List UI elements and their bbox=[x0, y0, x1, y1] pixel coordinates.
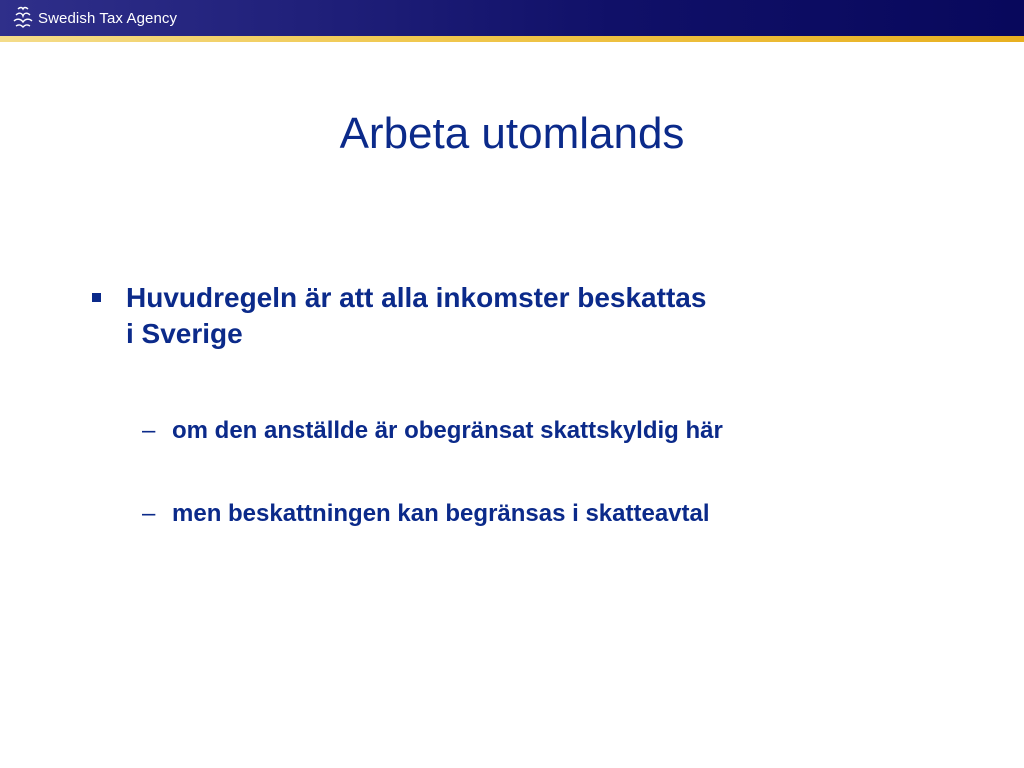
agency-logo bbox=[12, 4, 177, 32]
header-accent-stripe bbox=[0, 36, 1024, 42]
sub-bullet-text: men beskattningen kan begränsas i skatteavtal bbox=[172, 500, 710, 527]
crown-waves-icon bbox=[12, 5, 34, 31]
header-bar bbox=[0, 0, 1024, 36]
main-bullet-text bbox=[126, 280, 866, 352]
square-bullet-icon bbox=[92, 293, 101, 302]
slide-title: Arbeta utomlands bbox=[339, 109, 685, 158]
dash-bullet-icon: – bbox=[142, 417, 156, 444]
sub-bullet-text: om den anställde är obegränsat skattskyldig här bbox=[172, 417, 723, 444]
dash-bullet-icon: – bbox=[142, 500, 156, 527]
agency-name: Swedish Tax Agency bbox=[38, 9, 178, 27]
main-bullet-line-2: i Sverige bbox=[126, 318, 243, 349]
main-bullet-line-1: Huvudregeln är att alla inkomster beskattas bbox=[126, 282, 707, 313]
